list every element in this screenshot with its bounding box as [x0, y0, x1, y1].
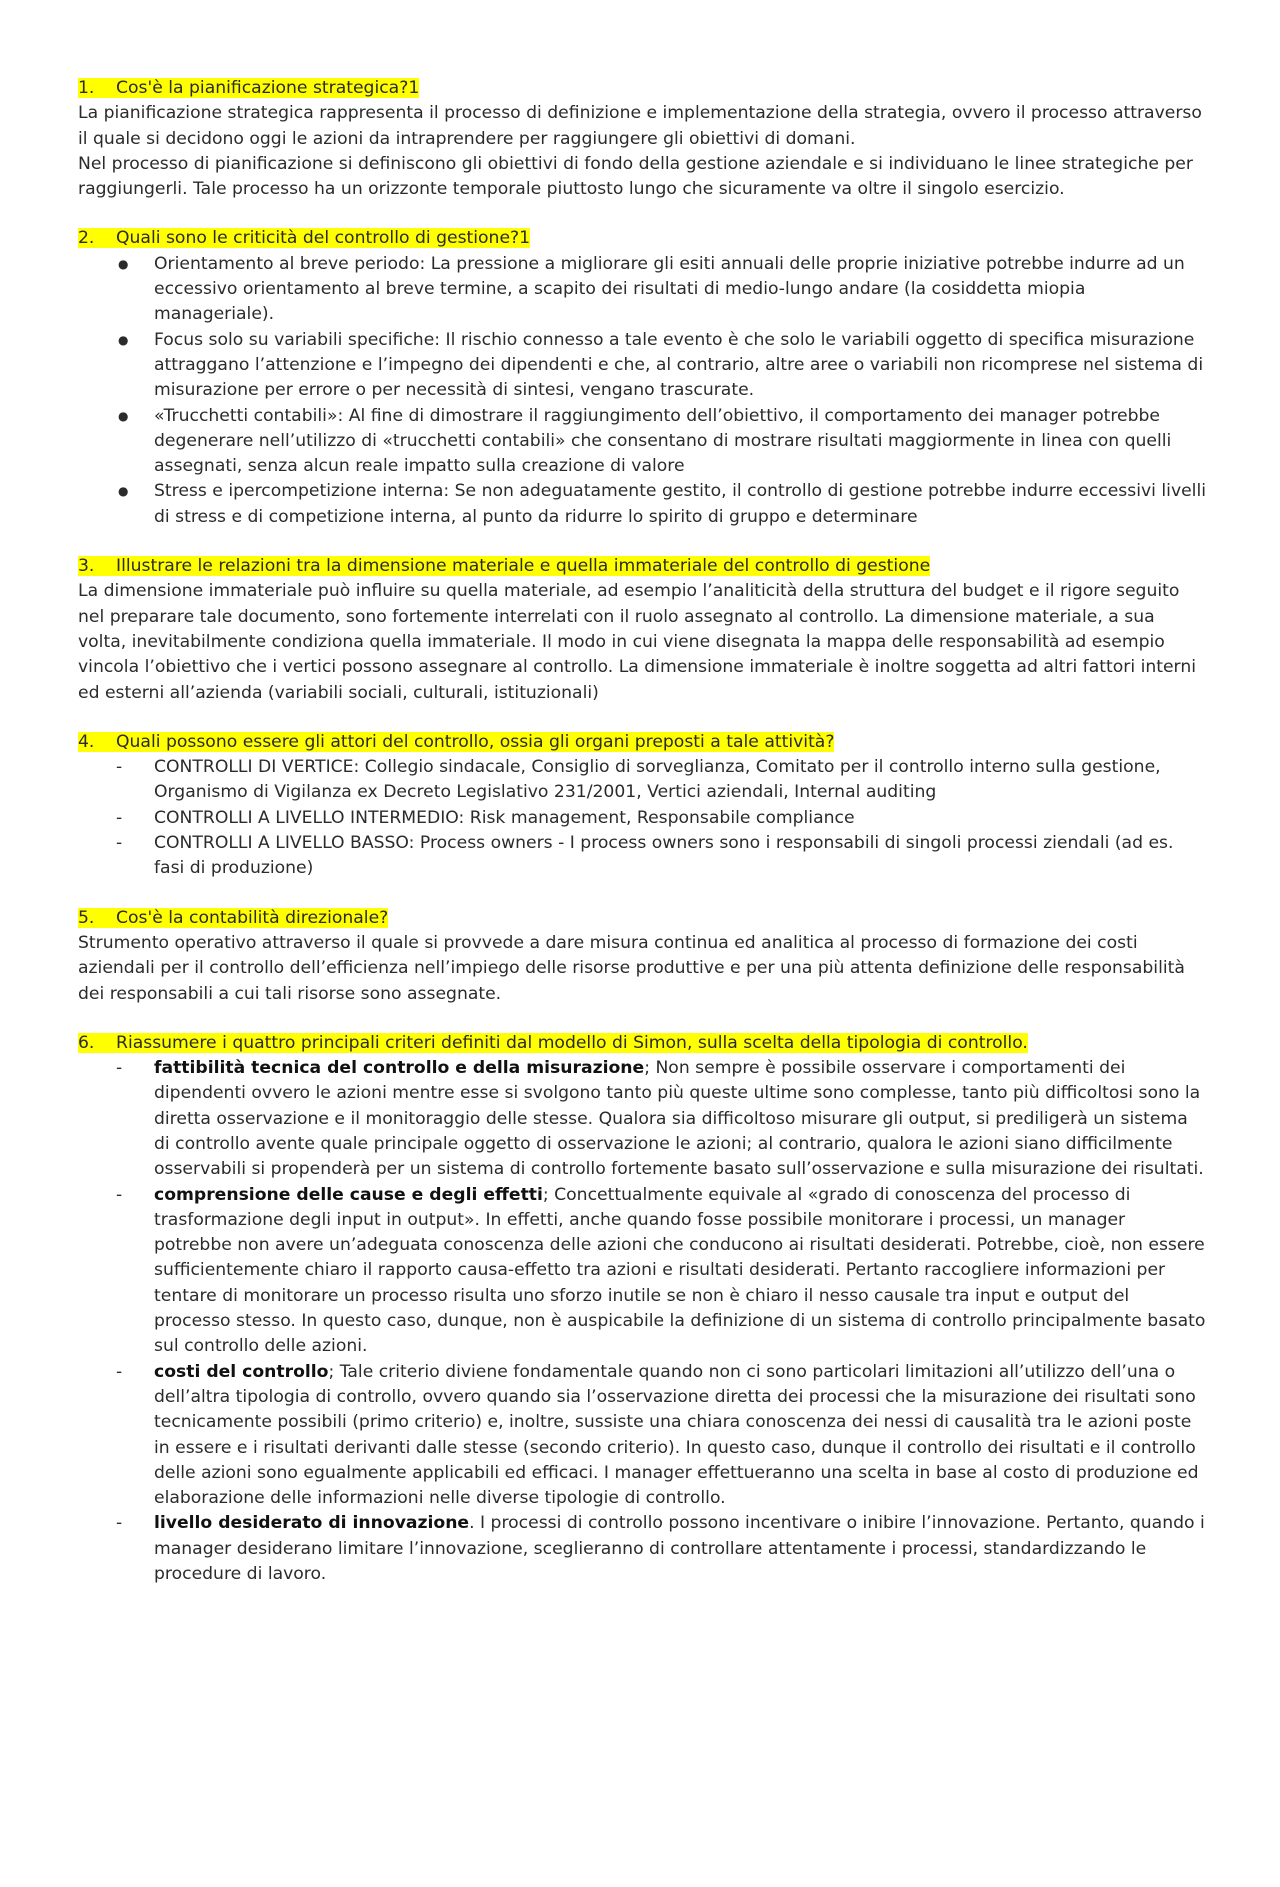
- criterion-text: ; Concettualmente equivale al «grado di conoscenza del processo di trasformazione degli input in output». In effetti, anche quando fosse possibile monitorare i processi, un manager potrebbe non avere un’adeguata conoscenza delle azioni che conducono ai risultati desiderati. Potrebbe, cioè, non essere sufficientemente chiaro il rapporto causa-effetto tra azioni e risultati desiderati. Pertanto raccogliere informazioni per tentare di monitorare un processo risulta uno sforzo inutile se non è chiaro il nesso causale tra input e output del processo stesso. In questo caso, dunque, non è auspicabile la definizione di un sistema di controllo principalmente basato sul controllo delle azioni.: [154, 1184, 1206, 1357]
- criterion-item: [78, 1056, 1208, 1182]
- dash-list: [78, 755, 1208, 881]
- section-2: [78, 226, 1208, 530]
- highlighted-question: [78, 1033, 1028, 1053]
- answer-paragraph: La pianificazione strategica rappresenta il processo di definizione e implementazione della strategia, ovvero il processo attraverso il quale si decidono oggi le azioni da intraprendere per raggiungere gli obiettivi di domani.: [78, 103, 1202, 149]
- answer-paragraph: Strumento operativo attraverso il quale si provvede a dare misura continua ed analitica al processo di formazione dei costi aziendali per il controllo dell’efficienza nell’impiego delle risorse produttive e per una più attenta definizione delle responsabilità dei responsabili a cui tali risorse sono assegnate.: [78, 932, 1185, 1004]
- dash-icon: -: [116, 1513, 123, 1534]
- highlighted-question: [78, 556, 930, 576]
- criterion-term: fattibilità tecnica del controllo e della misurazione: [154, 1058, 645, 1079]
- bullet-icon: ●: [118, 332, 129, 347]
- answer-paragraph: Nel processo di pianificazione si definiscono gli obiettivi di fondo della gestione aziendale e si individuano le linee strategiche per raggiungerli. Tale processo ha un orizzonte temporale piuttosto lungo che sicuramente va oltre il singolo esercizio.: [78, 153, 1193, 200]
- question-heading: [78, 76, 1208, 101]
- list-item: [78, 755, 1208, 806]
- question-heading: [78, 554, 1208, 579]
- question-text: Quali sono le criticità del controllo di gestione?1: [116, 228, 531, 249]
- criterion-term: livello desiderato di innovazione: [154, 1513, 470, 1534]
- list-item: [78, 806, 1208, 831]
- list-item: [78, 328, 1208, 404]
- dash-icon: -: [116, 1184, 123, 1205]
- bullet-list: [78, 252, 1208, 530]
- list-item: [78, 831, 1208, 882]
- criterion-item: [78, 1183, 1208, 1360]
- section-1: [78, 76, 1208, 202]
- list-item-text: Stress e ipercompetizione interna: Se non adeguatamente gestito, il controllo di gestione potrebbe indurre eccessivi livelli di stress e di competizione interna, al punto da ridurre lo spirito di gruppo e determinare: [154, 481, 1207, 527]
- question-number: 5.: [78, 907, 95, 928]
- criteria-list: [78, 1056, 1208, 1587]
- criterion-text: ; Non sempre è possibile osservare i comportamenti dei dipendenti ovvero le azioni mentre esse si svolgono tanto più queste ultime sono complesse, tanto più difficoltosi sono la diretta osservazione e il monitoraggio delle stesse. Qualora sia difficoltoso misurare gli output, si prediligerà un sistema di controllo avente quale principale oggetto di osservazione le azioni; al contrario, qualora le azioni siano difficilmente osservabili si propenderà per un sistema di controllo fortemente basato sull’osservazione e sulla misurazione dei risultati.: [154, 1058, 1204, 1180]
- criterion-term: costi del controllo: [154, 1361, 329, 1382]
- list-item-text: Focus solo su variabili specifiche: Il rischio connesso a tale evento è che solo le variabili oggetto di specifica misurazione attraggano l’attenzione e l’impegno dei dipendenti e che, al contrario, altre aree o variabili non ricomprese nel sistema di misurazione per errore o per necessità di sintesi, vengano trascurate.: [154, 329, 1204, 401]
- criterion-term: comprensione delle cause e degli effetti: [154, 1184, 543, 1205]
- highlighted-question: [78, 908, 388, 928]
- list-item-text: CONTROLLI A LIVELLO INTERMEDIO: Risk management, Responsabile compliance: [154, 807, 855, 828]
- highlighted-question: [78, 228, 530, 248]
- bullet-icon: ●: [118, 484, 129, 499]
- question-heading: [78, 906, 1208, 931]
- answer-paragraph: La dimensione immateriale può influire su quella materiale, ad esempio l’analiticità della struttura del budget e il rigore seguito nel preparare tale documento, sono fortemente interrelati con il ruolo assegnato al controllo. La dimensione materiale, a sua volta, inevitabilmente condiziona quella immateriale. Il modo in cui viene disegnata la mappa delle responsabilità ad esempio vincola l’obiettivo che i vertici possono assegnare al controllo. La dimensione immateriale è inoltre soggetta ad altri fattori interni ed esterni all’azienda (variabili sociali, culturali, istituzionali): [78, 581, 1196, 703]
- list-item-text: CONTROLLI DI VERTICE: Collegio sindacale, Consiglio di sorveglianza, Comitato per il controllo interno sulla gestione, Organismo di Vigilanza ex Decreto Legislativo 231/2001, Vertici aziendali, Internal auditing: [154, 757, 1161, 803]
- dash-icon: -: [116, 833, 123, 854]
- question-heading: [78, 226, 1208, 251]
- criterion-item: [78, 1511, 1208, 1587]
- question-heading: [78, 730, 1208, 755]
- list-item: [78, 479, 1208, 530]
- list-item-text: «Trucchetti contabili»: Al fine di dimostrare il raggiungimento dell’obiettivo, il comportamento dei manager potrebbe degenerare nell’utilizzo di «trucchetti contabili» che consentano di mostrare risultati maggiormente in linea con quelli assegnati, senza alcun reale impatto sulla creazione di valore: [154, 405, 1172, 477]
- section-5: [78, 906, 1208, 1007]
- criterion-text: . I processi di controllo possono incentivare o inibire l’innovazione. Pertanto, quando i manager desiderano limitare l’innovazione, sceglieranno di controllare attentamente i processi, standardizzando le procedure di lavoro.: [154, 1513, 1205, 1585]
- bullet-icon: ●: [118, 408, 129, 423]
- question-number: 4.: [78, 731, 95, 752]
- question-number: 3.: [78, 556, 95, 577]
- section-6: [78, 1031, 1208, 1588]
- dash-icon: -: [116, 757, 123, 778]
- document-page: [78, 76, 1208, 1587]
- highlighted-question: [78, 78, 419, 98]
- section-3: [78, 554, 1208, 706]
- question-heading: [78, 1031, 1208, 1056]
- criterion-item: [78, 1360, 1208, 1512]
- dash-icon: -: [116, 1058, 123, 1079]
- bullet-icon: ●: [118, 256, 129, 271]
- question-text: Quali possono essere gli attori del controllo, ossia gli organi preposti a tale attività?: [116, 731, 835, 752]
- question-text: Riassumere i quattro principali criteri definiti dal modello di Simon, sulla scelta della tipologia di controllo.: [116, 1032, 1028, 1053]
- question-text: Cos'è la contabilità direzionale?: [116, 907, 389, 928]
- question-number: 1.: [78, 78, 95, 98]
- list-item-text: CONTROLLI A LIVELLO BASSO: Process owners - I process owners sono i responsabili di singoli processi ziendali (ad es. fasi di produzione): [154, 833, 1174, 879]
- question-text: Illustrare le relazioni tra la dimensione materiale e quella immateriale del controllo di gestione: [116, 556, 931, 577]
- criterion-text: ; Tale criterio diviene fondamentale quando non ci sono particolari limitazioni all’utilizzo dell’una o dell’altra tipologia di controllo, ovvero quando sia l’osservazione diretta dei processi che la misurazione dei risultati sono tecnicamente possibili (primo criterio) e, inoltre, sussiste una chiara conoscenza dei nessi di causalità tra le azioni poste in essere e i risultati derivanti dalle stesse (secondo criterio). In questo caso, dunque il controllo dei risultati e il controllo delle azioni sono egualmente applicabili ed efficaci. I manager effettueranno una scelta in base al costo di produzione ed elaborazione delle informazioni nelle diverse tipologie di controllo.: [154, 1361, 1199, 1509]
- list-item-text: Orientamento al breve periodo: La pressione a migliorare gli esiti annuali delle proprie iniziative potrebbe indurre ad un eccessivo orientamento al breve termine, a scapito dei risultati di medio-lungo andare (la cosiddetta miopia manageriale).: [154, 253, 1185, 325]
- question-number: 6.: [78, 1032, 95, 1053]
- section-4: [78, 730, 1208, 882]
- dash-icon: -: [116, 807, 123, 828]
- list-item: [78, 404, 1208, 480]
- list-item: [78, 252, 1208, 328]
- question-text: Cos'è la pianificazione strategica?1: [116, 78, 420, 98]
- highlighted-question: [78, 732, 834, 752]
- dash-icon: -: [116, 1361, 123, 1382]
- question-number: 2.: [78, 228, 95, 249]
